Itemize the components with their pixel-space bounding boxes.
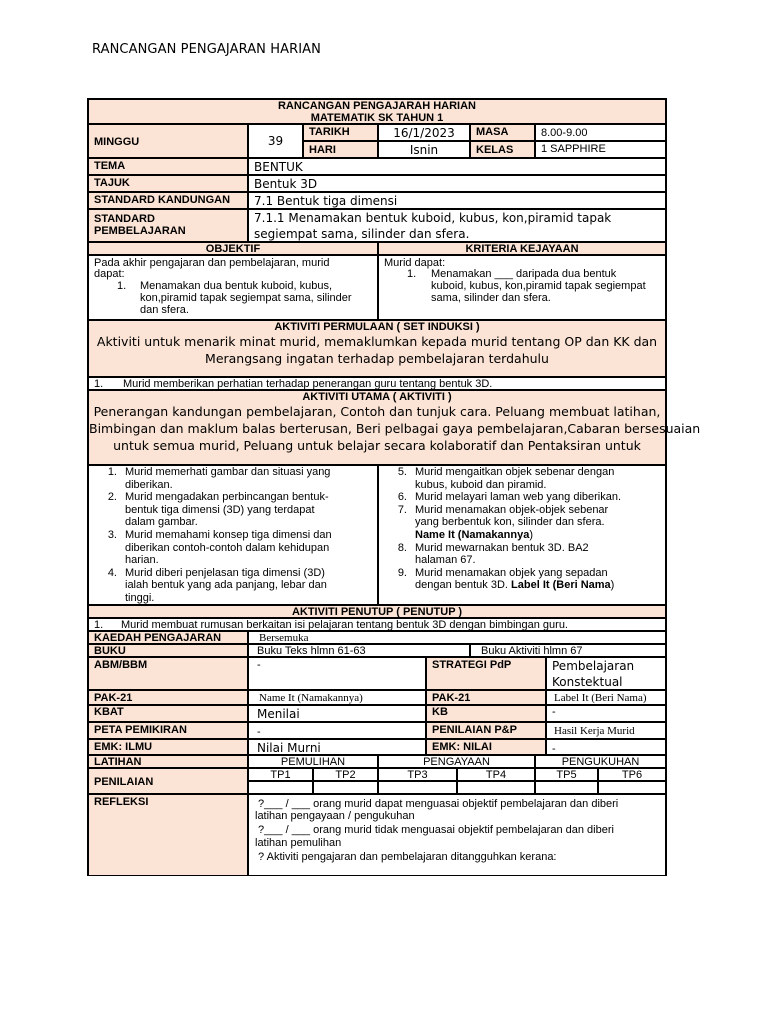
list-item-line: harian.	[125, 554, 159, 567]
tp2-cell	[313, 768, 378, 781]
tarikh-value: 16/1/2023	[393, 126, 455, 140]
abm-label-cell	[88, 657, 248, 690]
tp4-label: TP4	[485, 769, 507, 781]
objektif-header-cell	[88, 242, 378, 255]
objektif-item-line3: dan sfera.	[140, 304, 189, 316]
list-item-line: ialah bentuk yang ada panjang, lebar dan	[125, 579, 327, 592]
permulaan-desc-line1: Aktiviti untuk menarik minat murid, memaklumkan kepada murid tentang OP dan KK dan	[96, 334, 658, 349]
kriteria-intro: Murid dapat:	[384, 257, 446, 269]
refleksi-value-cell	[248, 794, 666, 876]
abm-value-cell	[248, 657, 426, 690]
kriteria-item-line1: Menamakan ___ daripada dua bentuk	[431, 268, 617, 280]
peta-label: PETA PEMIKIRAN	[94, 724, 187, 736]
tp3-score-cell[interactable]	[378, 781, 457, 794]
objektif-item-line2: kon,piramid tapak segiempat sama, silinder	[140, 292, 352, 304]
tp3-label: TP3	[407, 769, 428, 781]
emk-ilmu-value: Nilai Murni	[257, 741, 321, 755]
kelas-label: KELAS	[476, 144, 514, 156]
document-title: RANCANGAN PENGAJARAH HARIAN	[277, 100, 476, 112]
sp-value-line1: 7.1.1 Menamakan bentuk kuboid, kubus, kon,piramid tapak	[254, 211, 612, 225]
tema-value-cell	[248, 158, 666, 175]
tp6-score-cell[interactable]	[598, 781, 666, 794]
list-item	[389, 567, 664, 592]
pengayaan-cell	[378, 755, 535, 768]
list-item-line: bentuk tiga dimensi (3D) yang terdapat	[125, 503, 315, 516]
buku-value2: Buku Aktiviti hlmn 67	[481, 645, 583, 657]
refleksi-label: REFLEKSI	[94, 796, 149, 808]
peta-value-cell	[248, 722, 426, 739]
tajuk-value-cell	[248, 175, 666, 192]
penutup-header-cell	[88, 605, 666, 618]
list-item	[99, 491, 374, 529]
objektif-header: OBJEKTIF	[205, 243, 261, 255]
objektif-cell	[88, 255, 378, 320]
list-item-line: Murid mengadakan perbincangan bentuk-	[125, 491, 329, 504]
kaedah-value: Bersemuka	[259, 632, 309, 644]
penutup-item-number: 1.	[94, 619, 104, 631]
kelas-label-cell	[470, 141, 535, 158]
kbat-label: KBAT	[94, 706, 124, 718]
minggu-label-cell	[88, 124, 248, 158]
hari-value-cell	[378, 141, 470, 158]
list-item-line: tinggi.	[125, 591, 155, 604]
minggu-label: MINGGU	[94, 136, 140, 148]
emk-ilmu-value-cell	[248, 739, 426, 755]
hari-label: HARI	[309, 144, 336, 156]
tp4-score-cell[interactable]	[457, 781, 535, 794]
penutup-item: Murid membuat rumusan berkaitan isi pelajaran tentang bentuk 3D dengan bimbingan guru.	[121, 619, 568, 631]
emk-nilai-label: EMK: NILAI	[432, 741, 492, 753]
tajuk-label: TAJUK	[94, 177, 130, 189]
list-item-line: Murid diberi penjelasan tiga dimensi (3D)	[125, 566, 325, 579]
sp-value-cell	[248, 209, 666, 242]
tp2-label: TP2	[335, 769, 356, 781]
paren-close: )	[529, 528, 533, 541]
buku-label-cell	[88, 644, 248, 657]
list-item-line: yang berbentuk kon, silinder dan sfera.	[415, 516, 605, 529]
tema-value: BENTUK	[254, 160, 303, 174]
title-cell	[88, 99, 666, 124]
utama-right-list	[389, 466, 664, 592]
list-item-number: 9.	[397, 566, 407, 579]
refleksi-line3: ?___ / ___ orang murid tidak menguasai objektif pembelajaran dan diberi	[255, 824, 614, 836]
buku-value1: Buku Teks hlmn 61-63	[257, 645, 366, 657]
masa-label-cell	[470, 124, 535, 141]
kb-value: -	[552, 706, 556, 718]
kb-value-cell	[546, 705, 666, 722]
permulaan-cell	[88, 320, 666, 377]
buku-value2-cell	[470, 644, 666, 657]
pak21-right-value-cell	[546, 690, 666, 705]
list-item-line: diberikan.	[125, 478, 173, 491]
list-item-number: 5.	[397, 466, 407, 478]
buku-label: BUKU	[94, 645, 126, 657]
pak21-right-value: Label It (Beri Nama)	[554, 692, 647, 704]
pak21-right-label-cell	[426, 690, 546, 705]
list-item-line: dalam gambar.	[125, 516, 198, 529]
penilaian-pp-label-cell	[426, 722, 546, 739]
kriteria-header-cell	[378, 242, 666, 255]
sk-value-cell	[248, 192, 666, 209]
utama-desc-line1: Penerangan kandungan pembelajaran, Contoh dan tunjuk cara. Peluang membuat latihan,	[93, 404, 661, 419]
tema-label: TEMA	[94, 160, 126, 172]
penilaian-pp-value-cell	[546, 722, 666, 739]
strategi-value-line2: Konstektual	[552, 675, 623, 689]
list-item-line: Murid melayari laman web yang diberikan.	[415, 491, 622, 504]
list-item-line: Murid menamakan objek yang sepadan	[415, 566, 608, 579]
utama-right-cell	[378, 465, 666, 605]
kbat-label-cell	[88, 705, 248, 722]
strategi-value-line1: Pembelajaran	[552, 659, 635, 673]
sp-label-line2: PEMBELAJARAN	[94, 225, 186, 237]
lesson-plan-table	[87, 98, 701, 876]
list-item-line: Murid memahami konsep tiga dimensi dan	[125, 528, 332, 541]
emk-nilai-value-cell	[546, 739, 666, 755]
tp3-cell	[378, 768, 457, 781]
list-item-number: 7.	[397, 503, 407, 516]
list-item	[389, 504, 664, 542]
objektif-intro-2: dapat:	[94, 268, 125, 280]
kelas-value-cell	[535, 141, 666, 158]
tajuk-label-cell	[88, 175, 248, 192]
tarikh-label-cell	[303, 124, 378, 141]
kaedah-label-cell	[88, 631, 248, 644]
permulaan-desc-line2: Merangsang ingatan terhadap pembelajaran terdahulu	[205, 351, 549, 366]
emk-ilmu-label-cell	[88, 739, 248, 755]
peta-value: -	[257, 726, 261, 738]
pak21-left-value: Name It (Namakannya)	[259, 692, 363, 704]
objektif-item-number: 1.	[117, 280, 127, 292]
list-item-line: Murid memerhati gambar dan situasi yang	[125, 466, 331, 478]
tp4-cell	[457, 768, 535, 781]
list-item-line: Murid menamakan objek-objek sebenar	[415, 503, 609, 516]
kbat-value: Menilai	[257, 707, 300, 721]
penilaian-pp-label: PENILAIAN P&P	[432, 724, 517, 736]
refleksi-line5: ? Aktiviti pengajaran dan pembelajaran ditangguhkan kerana:	[255, 851, 557, 863]
minggu-value-cell	[248, 124, 303, 158]
masa-value: 8.00-9.00	[541, 127, 588, 139]
pak21-right-label: PAK-21	[432, 692, 471, 704]
emk-nilai-label-cell	[426, 739, 546, 755]
tp1-label: TP1	[270, 769, 291, 781]
pengukuhan-label: PENGUKUHAN	[561, 756, 640, 768]
list-item-number: 4.	[107, 566, 117, 579]
list-item-number: 8.	[397, 541, 407, 554]
tp1-score-cell[interactable]	[248, 781, 313, 794]
sp-value-line2: segiempat sama, silinder dan sfera.	[254, 227, 470, 241]
strategi-value-cell	[546, 657, 666, 690]
kaedah-value-cell	[248, 631, 666, 644]
pak21-left-label: PAK-21	[94, 692, 133, 704]
kaedah-label: KAEDAH PENGAJARAN	[94, 632, 222, 644]
kb-label-cell	[426, 705, 546, 722]
utama-left-list	[99, 466, 374, 605]
pak21-left-value-cell	[248, 690, 426, 705]
utama-desc-line2: Bimbingan dan maklum balas berterusan, Beri pelbagai gaya pembelajaran,Cabaran bersesuaian	[89, 421, 701, 436]
pemulihan-cell	[248, 755, 378, 768]
latihan-label: LATIHAN	[94, 756, 142, 768]
tp5-label: TP5	[556, 769, 577, 781]
buku-value1-cell	[248, 644, 470, 657]
strategi-label: STRATEGI PdP	[432, 659, 512, 671]
list-item-number: 2.	[107, 491, 117, 504]
tp6-label: TP6	[621, 769, 643, 781]
kriteria-header: KRITERIA KEJAYAAN	[465, 243, 579, 255]
list-item	[99, 466, 374, 491]
list-item-line	[415, 529, 664, 542]
sk-value: 7.1 Bentuk tiga dimensi	[254, 194, 398, 208]
abm-value: -	[257, 659, 261, 671]
masa-value-cell	[535, 124, 666, 141]
tp5-score-cell[interactable]	[535, 781, 598, 794]
list-item-line: kubus, kuboid dan piramid.	[415, 478, 547, 491]
refleksi-line2: latihan pengayaan / pengukuhan	[255, 810, 415, 822]
list-item	[99, 529, 374, 567]
pengayaan-label: PENGAYAAN	[423, 756, 490, 768]
list-item	[389, 466, 664, 491]
tp5-cell	[535, 768, 598, 781]
list-item-line: halaman 67.	[415, 554, 476, 567]
emk-nilai-value: -	[552, 743, 556, 755]
tp1-cell	[248, 768, 313, 781]
masa-label: MASA	[476, 126, 509, 138]
pak21-left-label-cell	[88, 690, 248, 705]
hari-label-cell	[303, 141, 378, 158]
sk-label: STANDARD KANDUNGAN	[94, 194, 231, 206]
page-header: RANCANGAN PENGAJARAN HARIAN	[92, 42, 321, 57]
kriteria-cell	[378, 255, 666, 320]
utama-desc-line3: untuk semua murid, Peluang untuk belajar secara kolaboratif dan Pentaksiran untuk	[113, 438, 641, 453]
minggu-value: 39	[267, 134, 284, 148]
list-item-line: diberikan contoh-contoh dalam kehidupan	[125, 541, 330, 554]
kb-label: KB	[432, 706, 448, 718]
penilaian-label: PENILAIAN	[94, 776, 154, 788]
utama-left-cell	[88, 465, 378, 605]
tp2-score-cell[interactable]	[313, 781, 378, 794]
sk-label-cell	[88, 192, 248, 209]
strategi-label-cell	[426, 657, 546, 690]
pengukuhan-cell	[535, 755, 666, 768]
name-it-label: Name It (Namakannya	[415, 528, 530, 541]
objektif-item-line1: Menamakan dua bentuk kuboid, kubus,	[140, 280, 333, 292]
penilaian-label-cell	[88, 768, 248, 794]
paren-close: )	[610, 579, 615, 592]
label-it-label: Label It (Beri Nama	[511, 579, 611, 592]
tema-label-cell	[88, 158, 248, 175]
sp-label-cell	[88, 209, 248, 242]
sp-label-line1: STANDARD	[94, 213, 155, 225]
list-item-line: Murid mengaitkan objek sebenar dengan	[415, 466, 615, 478]
permulaan-item-number: 1.	[94, 378, 104, 390]
kriteria-item-line3: sama, silinder dan sfera.	[431, 292, 551, 304]
list-item-number: 1.	[107, 466, 117, 478]
penutup-item-cell	[88, 618, 666, 631]
objektif-intro-1: Pada akhir pengajaran dan pembelajaran, murid	[94, 257, 330, 269]
kriteria-item-number: 1.	[407, 268, 417, 280]
utama-cell	[88, 390, 701, 465]
kbat-value-cell	[248, 705, 426, 722]
hari-value: Isnin	[409, 143, 439, 157]
utama-header: AKTIVITI UTAMA ( AKTIVITI )	[302, 391, 452, 403]
document-subtitle: MATEMATIK SK TAHUN 1	[310, 112, 444, 124]
kelas-value: 1 SAPPHIRE	[541, 143, 606, 155]
tarikh-value-cell	[378, 124, 470, 141]
refleksi-line1: ?___ / ___ orang murid dapat menguasai objektif pembelajaran dan diberi	[255, 798, 619, 810]
kriteria-item-line2: kuboid, kubus, kon,piramid tapak segiempat	[431, 280, 646, 292]
list-item	[389, 491, 664, 504]
refleksi-line4: latihan pemulihan	[255, 837, 342, 849]
penilaian-pp-value: Hasil Kerja Murid	[554, 725, 635, 737]
permulaan-item: Murid memberikan perhatian terhadap penerangan guru tentang bentuk 3D.	[123, 378, 493, 390]
list-item	[389, 542, 664, 567]
permulaan-item-cell	[88, 377, 666, 390]
list-item-line	[415, 579, 664, 592]
permulaan-header: AKTIVITI PERMULAAN ( SET INDUKSI )	[274, 321, 480, 333]
list-item-line: Murid mewarnakan bentuk 3D. BA2	[415, 541, 589, 554]
line-start: dengan bentuk 3D.	[415, 579, 512, 592]
emk-ilmu-label: EMK: ILMU	[94, 741, 153, 753]
list-item-number: 3.	[107, 528, 117, 541]
penutup-header: AKTIVITI PENUTUP ( PENUTUP )	[291, 606, 463, 618]
tajuk-value: Bentuk 3D	[254, 177, 318, 191]
pemulihan-label: PEMULIHAN	[280, 756, 346, 768]
list-item	[99, 567, 374, 605]
tp6-cell	[598, 768, 666, 781]
list-item-number: 6.	[397, 491, 407, 504]
abm-label: ABM/BBM	[94, 659, 148, 671]
latihan-label-cell	[88, 755, 248, 768]
refleksi-label-cell	[88, 794, 248, 876]
peta-label-cell	[88, 722, 248, 739]
tarikh-label: TARIKH	[309, 126, 350, 138]
